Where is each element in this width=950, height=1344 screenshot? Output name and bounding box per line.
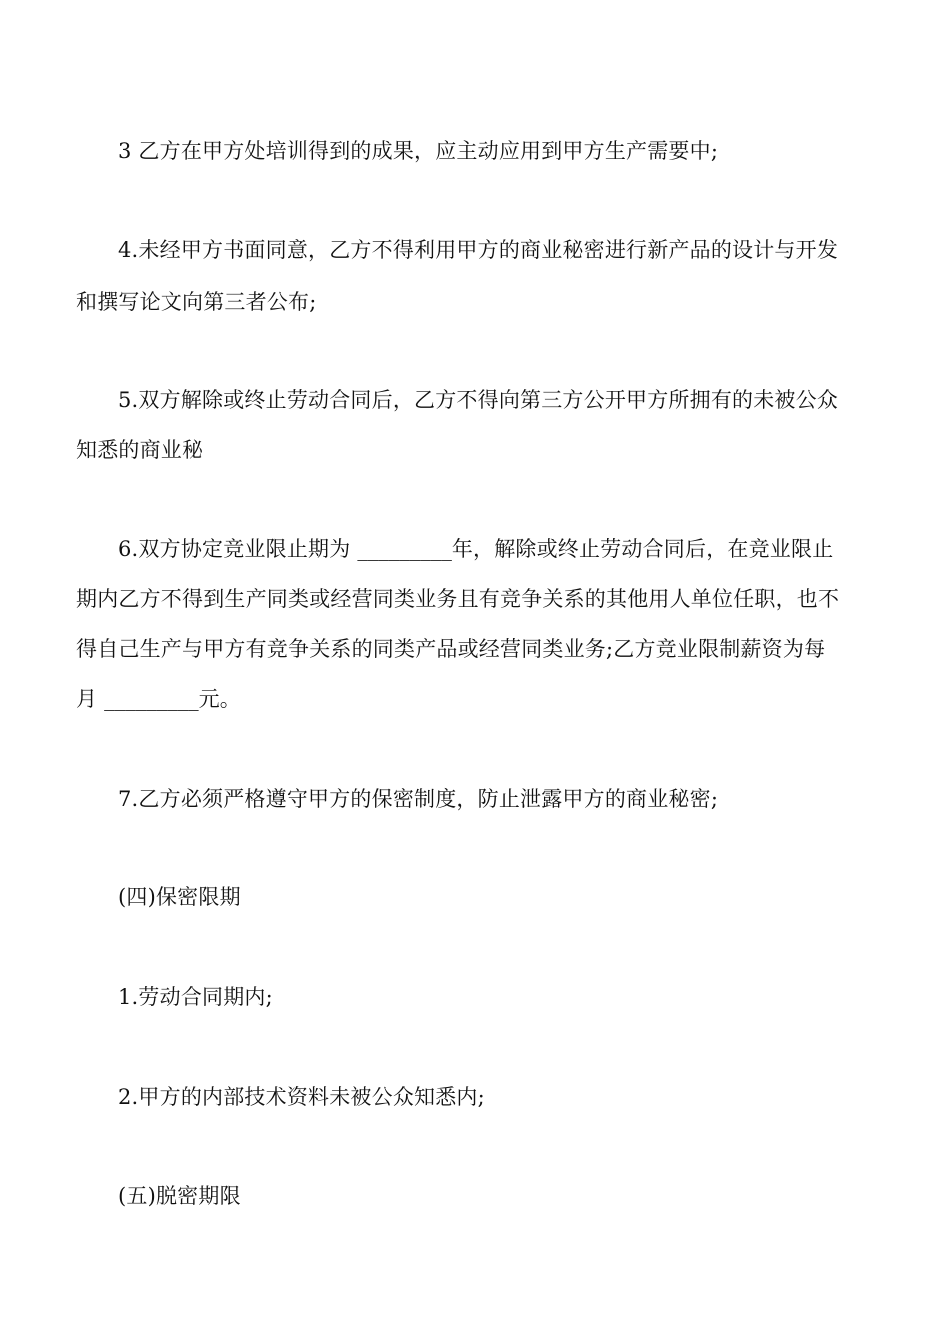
- paragraph-6-line-1-text-before: 6.双方协定竞业限止期为: [118, 537, 358, 561]
- monthly-salary-blank: _________: [104, 687, 199, 711]
- paragraph-6-line-4-text-before: 月: [76, 687, 105, 711]
- paragraph-6-line-1-text-after: 年，解除或终止劳动合同后，在竞业限止: [451, 537, 834, 561]
- paragraph-4-line-1: 4.未经甲方书面同意，乙方不得利用甲方的商业秘密进行新产品的设计与开发: [118, 238, 839, 262]
- section-4-item-1: 1.劳动合同期内;: [118, 985, 273, 1009]
- paragraph-6-line-3: 得自己生产与甲方有竞争关系的同类产品或经营同类业务;乙方竞业限制薪资为每: [76, 637, 826, 661]
- section-4-item-2: 2.甲方的内部技术资料未被公众知悉内;: [118, 1085, 485, 1109]
- paragraph-7-line-1: 7.乙方必须严格遵守甲方的保密制度，防止泄露甲方的商业秘密;: [118, 787, 719, 811]
- paragraph-6-line-4-text-after: 元。: [198, 687, 241, 711]
- paragraph-6-line-2: 期内乙方不得到生产同类或经营同类业务且有竞争关系的其他用人单位任职，也不: [76, 587, 840, 611]
- section-5-heading: (五)脱密期限: [118, 1184, 241, 1208]
- paragraph-5-line-1: 5.双方解除或终止劳动合同后，乙方不得向第三方公开甲方所拥有的未被公众: [118, 388, 839, 412]
- term-years-blank: _________: [357, 537, 452, 561]
- paragraph-6-line-4: [76, 686, 886, 713]
- paragraph-6-line-1: [118, 536, 928, 563]
- paragraph-5-line-2: 知悉的商业秘: [76, 438, 204, 462]
- section-4-heading: (四)保密限期: [118, 885, 241, 909]
- paragraph-4-line-2: 和撰写论文向第三者公布;: [76, 290, 317, 314]
- paragraph-3-line-1: 3 乙方在甲方处培训得到的成果，应主动应用到甲方生产需要中;: [118, 139, 719, 163]
